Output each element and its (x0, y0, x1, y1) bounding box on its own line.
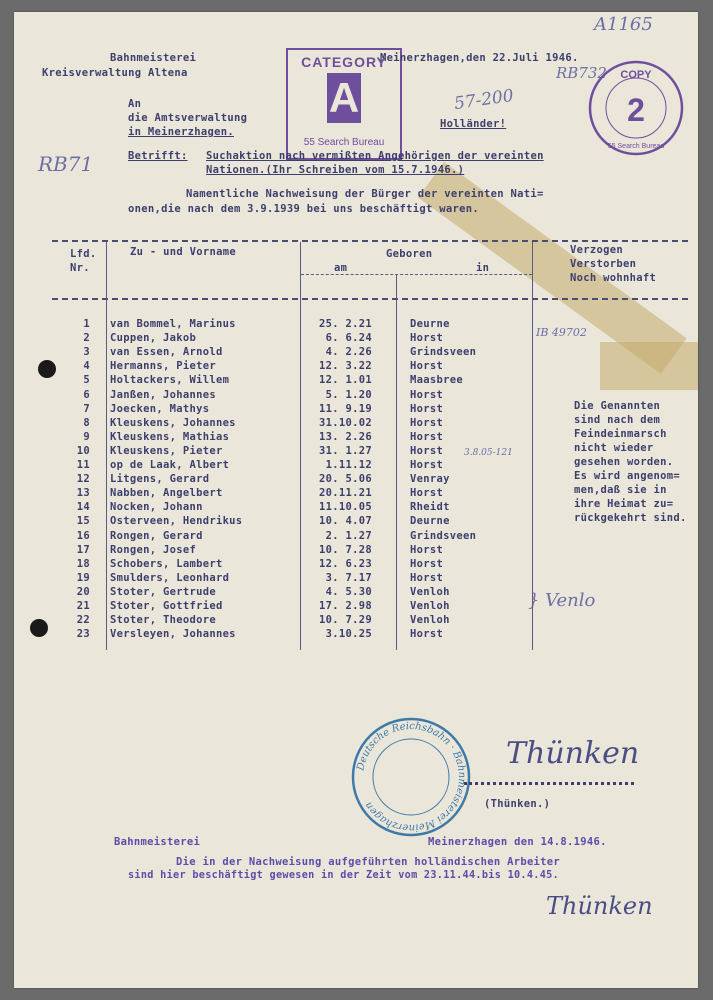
signature-dotted-line (464, 782, 634, 785)
cell-nr: 19 (76, 571, 90, 584)
footer-office: Bahnmeisterei (114, 836, 201, 848)
cell-nr: 14 (76, 501, 90, 514)
cell-nr: 1 (83, 318, 90, 330)
cell-born-date: 12. 1.01 (319, 374, 372, 387)
recipient-an: An (128, 98, 142, 110)
place-date: Meinerzhagen,den 22.Juli 1946. (380, 52, 579, 64)
sender-line2: Kreisverwaltung Altena (42, 67, 188, 79)
cell-name: Kleuskens, Mathias (110, 430, 230, 443)
cell-nr: 21 (76, 600, 90, 612)
cell-nr: 3 (83, 346, 90, 359)
reichsbahn-seal (348, 714, 474, 840)
cell-nr: 20 (76, 585, 90, 598)
cell-nr: 9 (83, 430, 90, 443)
cell-nr: 18 (76, 557, 90, 570)
cell-born-place: Grindsveen (410, 529, 477, 542)
status-note-line: gesehen worden. (574, 456, 674, 468)
status-note-line: men,daß sie in (574, 484, 667, 496)
header-geboren: Geboren (386, 248, 433, 260)
header-am: am (334, 262, 348, 274)
cell-born-place: Venloh (410, 600, 450, 612)
cell-born-date: 3.10.25 (325, 628, 372, 641)
recipient-line2: in Meinerzhagen. (128, 126, 234, 138)
cell-nr: 8 (83, 416, 90, 429)
cell-name: Smulders, Leonhard (110, 571, 230, 584)
punch-hole-top (38, 360, 56, 378)
cell-born-date: 20. 5.06 (319, 473, 372, 486)
handwritten-venlo: } Venlo (528, 590, 596, 611)
cell-name: Cuppen, Jakob (110, 332, 197, 345)
cell-born-place: Horst (410, 416, 444, 429)
table-col-divider-3 (396, 274, 397, 650)
cell-nr: 10 (76, 444, 90, 457)
status-note-line: ihre Heimat zu= (574, 498, 674, 510)
cell-nr: 5 (83, 374, 90, 387)
cell-nr: 7 (83, 402, 90, 415)
cell-born-place: Horst (410, 430, 444, 443)
status-note-line: Feindeinmarsch (574, 428, 667, 440)
cell-born-date: 25. 2.21 (319, 318, 372, 330)
cell-nr: 17 (76, 543, 90, 556)
cell-born-date: 1.11.12 (325, 459, 372, 471)
cell-born-date: 17. 2.98 (319, 600, 372, 612)
cell-born-place: Maasbree (410, 374, 463, 387)
cell-name: Litgens, Gerard (110, 473, 210, 486)
cell-name: Nocken, Johann (110, 501, 203, 514)
cell-born-place: Horst (410, 444, 444, 457)
cell-nr: 23 (76, 628, 90, 641)
copy-stamp-bureau: 55 Search Bureau (607, 143, 665, 150)
cell-name: van Bommel, Marinus (110, 318, 236, 330)
cell-name: Hermanns, Pieter (110, 360, 216, 373)
cell-born-place: Horst (410, 332, 444, 345)
hollander-note: Holländer! (440, 118, 507, 130)
seal-text: Deutsche Reichsbahn · Bahnmeisterei Meinerzhagen (355, 720, 468, 834)
cell-name: van Essen, Arnold (110, 346, 223, 359)
cell-born-date: 12. 6.23 (319, 557, 372, 570)
table-col-divider-1 (106, 242, 107, 650)
cell-name: Stoter, Gottfried (110, 600, 223, 612)
subject-line1: Suchaktion nach vermißten Angehörigen der vereinten (206, 150, 544, 162)
cell-born-place: Venray (410, 473, 450, 486)
cell-born-date: 12. 3.22 (319, 360, 372, 373)
subject-line2: Nationen.(Ihr Schreiben vom 15.7.1946.) (206, 164, 465, 176)
cell-born-date: 11.10.05 (319, 501, 372, 514)
signature-typed: (Thünken.) (484, 798, 551, 810)
cell-born-date: 20.11.21 (319, 487, 372, 500)
handwritten-ref: RB732 (556, 64, 607, 82)
cell-name: Janßen, Johannes (110, 388, 216, 401)
cell-born-place: Horst (410, 402, 444, 415)
cell-born-date: 31.10.02 (319, 416, 372, 429)
cell-born-date: 5. 1.20 (325, 388, 372, 401)
category-stamp-bureau: 55 Search Bureau (303, 137, 385, 148)
cell-name: Kleuskens, Pieter (110, 444, 223, 457)
table-header-rule (52, 298, 688, 300)
cell-born-place: Venloh (410, 585, 450, 598)
header-status-line2: Verstorben (570, 258, 637, 270)
table-col-divider-2 (300, 242, 301, 650)
cell-born-place: Horst (410, 360, 444, 373)
cell-born-date: 10. 4.07 (319, 515, 372, 528)
cell-name: Kleuskens, Johannes (110, 416, 236, 429)
status-note-line: rückgekehrt sind. (574, 512, 687, 524)
table-col-divider-4 (532, 242, 533, 650)
header-in: in (476, 262, 490, 274)
recipient-line1: die Amtsverwaltung (128, 112, 248, 124)
cell-born-date: 4. 5.30 (325, 585, 372, 598)
cell-name: Rongen, Gerard (110, 529, 203, 542)
cell-born-date: 10. 7.28 (319, 543, 372, 556)
handwritten-side-ref: RB71 (38, 152, 94, 176)
geboren-underline (301, 274, 532, 275)
cell-born-place: Deurne (410, 318, 450, 330)
handwritten-top-number: A1165 (594, 14, 653, 35)
cell-nr: 12 (76, 473, 90, 486)
sender-line1: Bahnmeisterei (110, 52, 197, 64)
cell-born-place: Horst (410, 543, 444, 556)
cell-name: Joecken, Mathys (110, 402, 210, 415)
punch-hole-bottom (30, 619, 48, 637)
subject-label: Betrifft: (128, 150, 188, 162)
cell-nr: 22 (76, 614, 90, 627)
cell-born-date: 4. 2.26 (325, 346, 372, 359)
signature-scribble: Thünken (506, 736, 640, 771)
status-note-line: nicht wieder (574, 442, 654, 454)
cell-born-place: Horst (410, 388, 444, 401)
cell-born-place: Rheidt (410, 501, 450, 514)
cell-name: op de Laak, Albert (110, 459, 230, 471)
table-top-rule (52, 240, 688, 242)
cell-name: Osterveen, Hendrikus (110, 515, 243, 528)
cell-nr: 4 (83, 360, 90, 373)
header-status-line3: Noch wohnhaft (570, 272, 657, 284)
cell-name: Stoter, Gertrude (110, 585, 216, 598)
cell-born-date: 2. 1.27 (325, 529, 372, 542)
cell-born-place: Venloh (410, 614, 450, 627)
cell-born-date: 3. 7.17 (325, 571, 372, 584)
status-note-line: sind nach dem (574, 414, 661, 426)
footer-line2: sind hier beschäftigt gewesen in der Zeit vom 23.11.44.bis 10.4.45. (128, 870, 560, 881)
cell-nr: 11 (76, 459, 90, 471)
category-stamp (286, 48, 402, 160)
cell-born-place: Horst (410, 459, 444, 471)
cell-name: Holtackers, Willem (110, 374, 230, 387)
cell-born-date: 6. 6.24 (325, 332, 372, 345)
cell-name: Nabben, Angelbert (110, 487, 223, 500)
tape-strip-horizontal (600, 342, 698, 390)
document-page (14, 12, 698, 988)
header-name: Zu - und Vorname (130, 246, 236, 258)
copy-stamp-label: COPY (620, 69, 652, 81)
footer-signature: Thünken (546, 892, 653, 920)
cell-born-date: 11. 9.19 (319, 402, 372, 415)
handwritten-ib-note: IB 49702 (536, 326, 587, 339)
cell-born-place: Horst (410, 628, 444, 641)
handwritten-row10-note: 3.8.05-121 (464, 448, 513, 458)
cell-name: Rongen, Josef (110, 543, 197, 556)
cell-nr: 16 (76, 529, 90, 542)
header-nr-line2: Nr. (70, 262, 90, 274)
header-status-line1: Verzogen (570, 244, 623, 256)
cell-born-date: 31. 1.27 (319, 444, 372, 457)
cell-born-date: 10. 7.29 (319, 614, 372, 627)
category-stamp-letter: A (328, 74, 360, 121)
cell-name: Versleyen, Johannes (110, 628, 236, 641)
cell-nr: 13 (76, 487, 90, 500)
cell-born-place: Grindsveen (410, 346, 477, 359)
copy-stamp-number: 2 (627, 92, 645, 128)
cell-nr: 6 (83, 388, 90, 401)
status-note-line: Die Genannten (574, 400, 661, 412)
status-note-line: Es wird angenom= (574, 470, 680, 482)
cell-nr: 2 (83, 332, 90, 345)
cell-born-place: Horst (410, 571, 444, 584)
cell-nr: 15 (76, 515, 90, 528)
intro-line1: Namentliche Nachweisung der Bürger der vereinten Nati= (186, 188, 544, 200)
cell-born-place: Deurne (410, 515, 450, 528)
header-nr-line1: Lfd. (70, 248, 97, 260)
cell-born-place: Horst (410, 487, 444, 500)
footer-place-date: Meinerzhagen den 14.8.1946. (428, 836, 607, 848)
intro-line2: onen,die nach dem 3.9.1939 bei uns beschäftigt waren. (128, 203, 479, 215)
cell-name: Stoter, Theodore (110, 614, 216, 627)
cell-born-place: Horst (410, 557, 444, 570)
svg-text:Deutsche Reichsbahn · Bahnmeis (355, 721, 467, 833)
cell-born-date: 13. 2.26 (319, 430, 372, 443)
copy-stamp (586, 58, 686, 158)
cell-name: Schobers, Lambert (110, 557, 223, 570)
handwritten-ref-mid: 57-200 (452, 85, 515, 115)
footer-line1: Die in der Nachweisung aufgeführten holländischen Arbeiter (176, 856, 561, 868)
category-stamp-title: CATEGORY (301, 54, 387, 70)
